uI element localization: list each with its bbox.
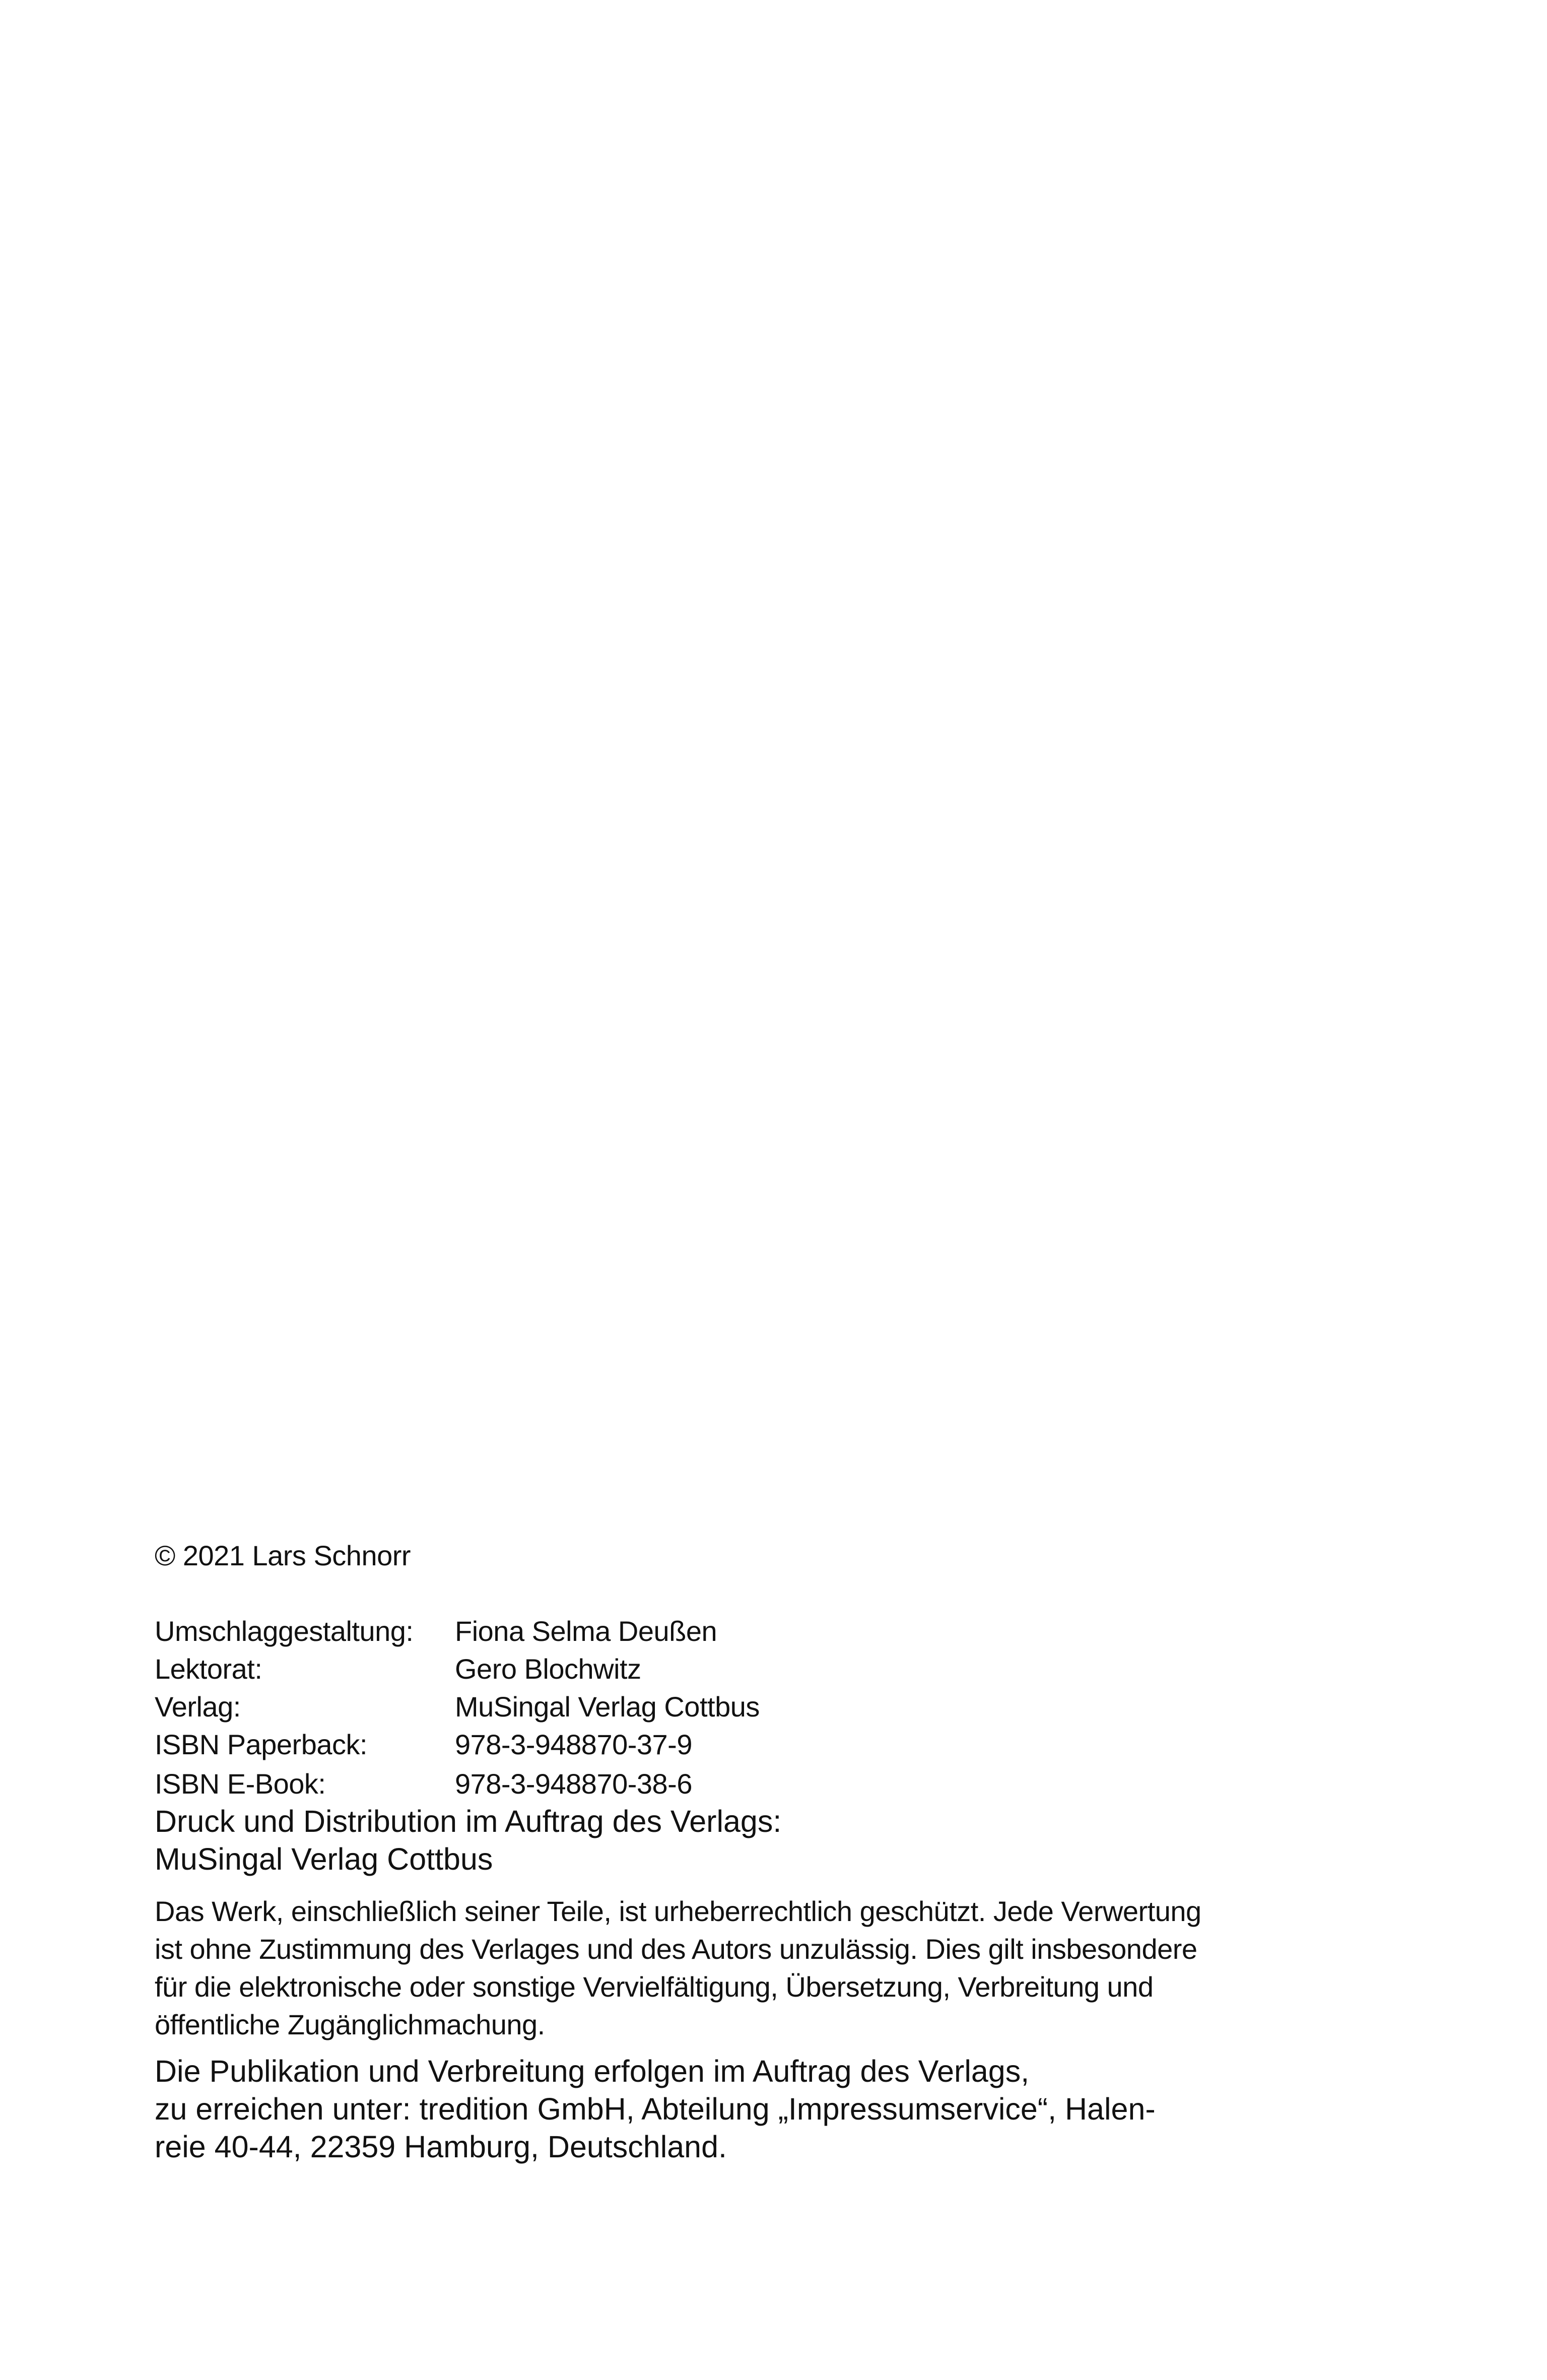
credit-label: Verlag: xyxy=(155,1691,241,1723)
publication-notice xyxy=(155,2053,1364,2166)
credit-value: Gero Blochwitz xyxy=(455,1653,641,1685)
credit-value: MuSingal Verlag Cottbus xyxy=(455,1691,760,1723)
credit-label: Umschlaggestaltung: xyxy=(155,1615,414,1647)
distribution-line: Druck und Distribution im Auftrag des Verlags: xyxy=(155,1804,782,1838)
legal-line: öffentliche Zugänglichmachung. xyxy=(155,2009,545,2040)
publication-line: zu erreichen unter: tredition GmbH, Abteilung „Impressumservice“, Halen- xyxy=(155,2092,1156,2126)
imprint-block xyxy=(155,1537,1364,2166)
credits-list xyxy=(155,1612,1364,1803)
credit-row-cover-design xyxy=(155,1612,1364,1650)
credit-value: 978-3-948870-38-6 xyxy=(455,1768,692,1800)
publication-line: Die Publikation und Verbreitung erfolgen im Auftrag des Verlags, xyxy=(155,2054,1030,2088)
copyright-notice: © 2021 Lars Schnorr xyxy=(155,1540,411,1571)
credit-row-isbn-paperback xyxy=(155,1726,1364,1763)
credit-row-publisher xyxy=(155,1688,1364,1726)
distribution-notice xyxy=(155,1803,1364,1878)
legal-line: Das Werk, einschließlich seiner Teile, ist urheberrechtlich geschützt. Jede Verwertung xyxy=(155,1895,1201,1927)
publication-line: reie 40-44, 22359 Hamburg, Deutschland. xyxy=(155,2130,727,2164)
credit-value: 978-3-948870-37-9 xyxy=(455,1729,692,1760)
credit-row-isbn-ebook xyxy=(155,1765,1364,1803)
credit-label: ISBN Paperback: xyxy=(155,1729,368,1760)
legal-line: ist ohne Zustimmung des Verlages und des Autors unzulässig. Dies gilt insbesondere xyxy=(155,1933,1197,1965)
legal-line: für die elektronische oder sonstige Vervielfältigung, Übersetzung, Verbreitung und xyxy=(155,1971,1154,2003)
credit-row-editing xyxy=(155,1650,1364,1688)
copyright-legal-text xyxy=(155,1892,1364,2043)
credit-label: Lektorat: xyxy=(155,1653,262,1685)
credit-value: Fiona Selma Deußen xyxy=(455,1615,717,1647)
credit-label: ISBN E-Book: xyxy=(155,1768,326,1800)
distribution-publisher: MuSingal Verlag Cottbus xyxy=(155,1842,493,1876)
